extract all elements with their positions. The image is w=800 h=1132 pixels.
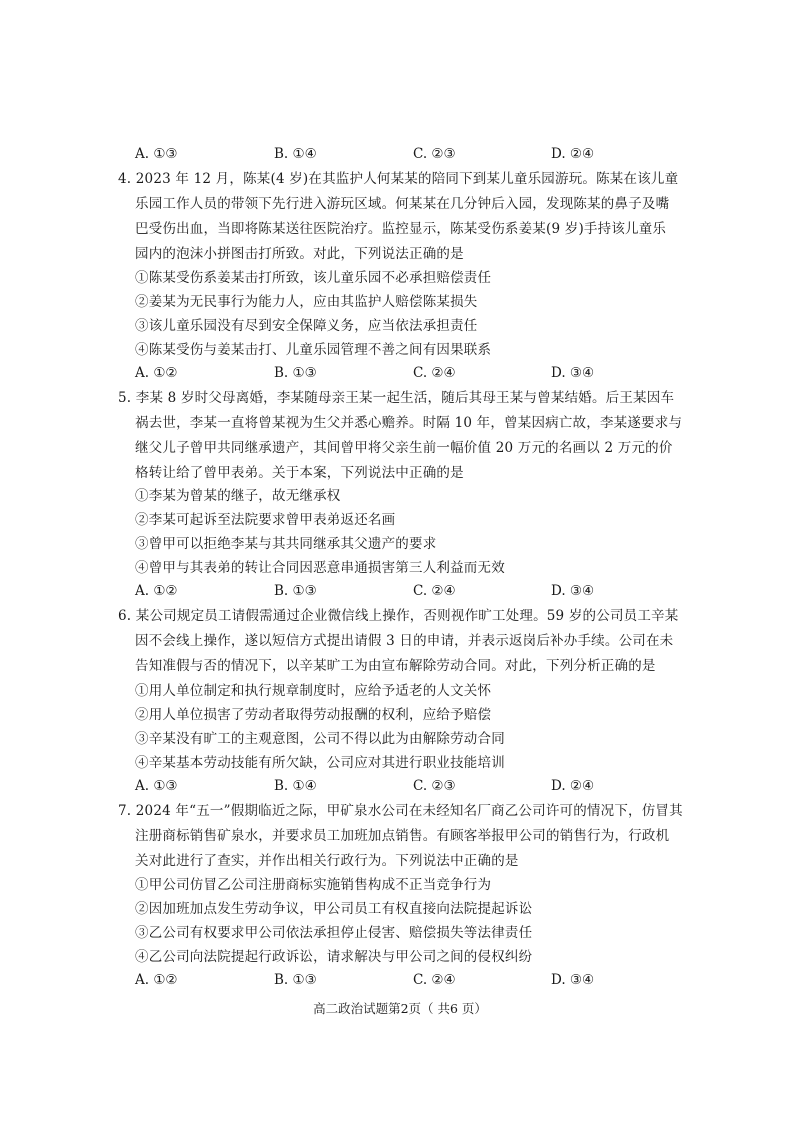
q5-stem-line: 继父儿子曾甲共同继承遗产，其间曾甲将父亲生前一幅价值 20 万元的名画以 2 万元的价 — [135, 440, 673, 456]
q5-stem-line: 5. 李某 8 岁时父母离婚，李某随母亲王某一起生活，随后其母王某与曾某结婚。后王某因车 — [118, 390, 675, 406]
q7-stem-line: 注册商标销售矿泉水，并要求员工加班加点销售。有顾客举报甲公司的销售行为，行政机 — [135, 828, 670, 844]
q7-option-c: C. ②④ — [413, 972, 456, 988]
q5-statement-3: ③曾甲可以拒绝李某与其共同继承其父遗产的要求 — [135, 536, 437, 552]
q6-statement-2: ②用人单位损害了劳动者取得劳动报酬的权利，应给予赔偿 — [135, 707, 492, 723]
q7-statement-1: ①甲公司仿冒乙公司注册商标实施销售构成不正当竞争行为 — [135, 877, 492, 893]
q6-option-c: C. ②③ — [413, 778, 456, 794]
q7-option-d: D. ③④ — [551, 972, 595, 988]
q4-option-a: A. ①② — [135, 365, 178, 381]
q4-stem-line: 园内的泡沫小拼图击打所致。对此，下列说法正确的是 — [135, 246, 464, 262]
q5-option-d: D. ③④ — [551, 583, 595, 599]
q6-statement-1: ①用人单位制定和执行规章制度时，应给予适老的人文关怀 — [135, 683, 492, 699]
q4-option-b: B. ①③ — [274, 365, 317, 381]
q6-option-d: D. ②④ — [551, 778, 595, 794]
q4-stem-line: 巴受伤出血，当即将陈某送往医院治疗。监控显示，陈某受伤系姜某(9 岁)手持该儿童乐 — [135, 221, 667, 237]
page-footer: 高二政治试题第2页（ 共6 页） — [313, 1001, 487, 1016]
q4-option-d: D. ③④ — [551, 365, 595, 381]
q5-statement-2: ②李某可起诉至法院要求曾甲表弟返还名画 — [135, 512, 396, 528]
q3-options — [135, 146, 655, 164]
q6-stem-line: 6. 某公司规定员工请假需通过企业微信线上操作，否则视作旷工处理。59 岁的公司员工辛某 — [118, 608, 679, 624]
q4-statement-3: ③该儿童乐园没有尽到安全保障义务，应当依法承担责任 — [135, 318, 478, 334]
q3-option-b: B. ①④ — [274, 146, 317, 162]
q5-options — [135, 583, 655, 601]
q5-statement-4: ④曾甲与其表弟的转让合同因恶意串通损害第三人利益而无效 — [135, 560, 505, 576]
q7-statement-4: ④乙公司向法院提起行政诉讼，请求解决与甲公司之间的侵权纠纷 — [135, 949, 533, 965]
q4-statement-4: ④陈某受伤与姜某击打、儿童乐园管理不善之间有因果联系 — [135, 342, 492, 358]
q5-option-b: B. ①③ — [274, 583, 317, 599]
q6-statement-4: ④辛某基本劳动技能有所欠缺，公司应对其进行职业技能培训 — [135, 755, 505, 771]
q7-option-a: A. ①② — [135, 972, 178, 988]
q4-options — [135, 365, 655, 383]
q7-stem-line: 关对此进行了查实，并作出相关行政行为。下列说法中正确的是 — [135, 853, 519, 869]
q4-statement-1: ①陈某受伤系姜某击打所致，该儿童乐园不必承担赔偿责任 — [135, 270, 492, 286]
q3-option-d: D. ②④ — [551, 146, 595, 162]
q7-stem-line: 7. 2024 年“五一”假期临近之际，甲矿泉水公司在未经知名厂商乙公司许可的情况下，仿冒其 — [118, 803, 683, 819]
q6-options — [135, 778, 655, 796]
q5-option-a: A. ①② — [135, 583, 178, 599]
q4-stem-line: 4. 2023 年 12 月，陈某(4 岁)在其监护人何某某的陪同下到某儿童乐园游玩。陈某在该儿童 — [118, 171, 679, 187]
q5-stem-line: 格转让给了曾甲表弟。关于本案，下列说法中正确的是 — [135, 465, 464, 481]
q3-option-c: C. ②③ — [413, 146, 456, 162]
q6-stem-line: 告知准假与否的情况下，以辛某旷工为由宣布解除劳动合同。对此，下列分析正确的是 — [135, 658, 656, 674]
q7-statement-3: ③乙公司有权要求甲公司依法承担停止侵害、赔偿损失等法律责任 — [135, 925, 533, 941]
q7-option-b: B. ①③ — [274, 972, 317, 988]
q4-option-c: C. ②④ — [413, 365, 456, 381]
q5-statement-1: ①李某为曾某的继子，故无继承权 — [135, 488, 341, 504]
q7-options — [135, 972, 655, 990]
q5-stem-line: 祸去世，李某一直将曾某视为生父并悉心赡养。时隔 10 年，曾某因病亡故，李某遂要求与 — [135, 415, 683, 431]
q3-option-a: A. ①③ — [135, 146, 178, 162]
q6-option-b: B. ①④ — [274, 778, 317, 794]
q7-statement-2: ②因加班加点发生劳动争议，甲公司员工有权直接向法院提起诉讼 — [135, 901, 533, 917]
q6-option-a: A. ①③ — [135, 778, 178, 794]
q4-statement-2: ②姜某为无民事行为能力人，应由其监护人赔偿陈某损失 — [135, 294, 478, 310]
q6-statement-3: ③辛某没有旷工的主观意图，公司不得以此为由解除劳动合同 — [135, 731, 505, 747]
q4-stem-line: 乐园工作人员的带领下先行进入游玩区域。何某某在几分钟后入园，发现陈某的鼻子及嘴 — [135, 196, 670, 212]
q5-option-c: C. ②④ — [413, 583, 456, 599]
q6-stem-line: 因不会线上操作，遂以短信方式提出请假 3 日的申请，并表示返岗后补办手续。公司在未 — [135, 633, 674, 649]
